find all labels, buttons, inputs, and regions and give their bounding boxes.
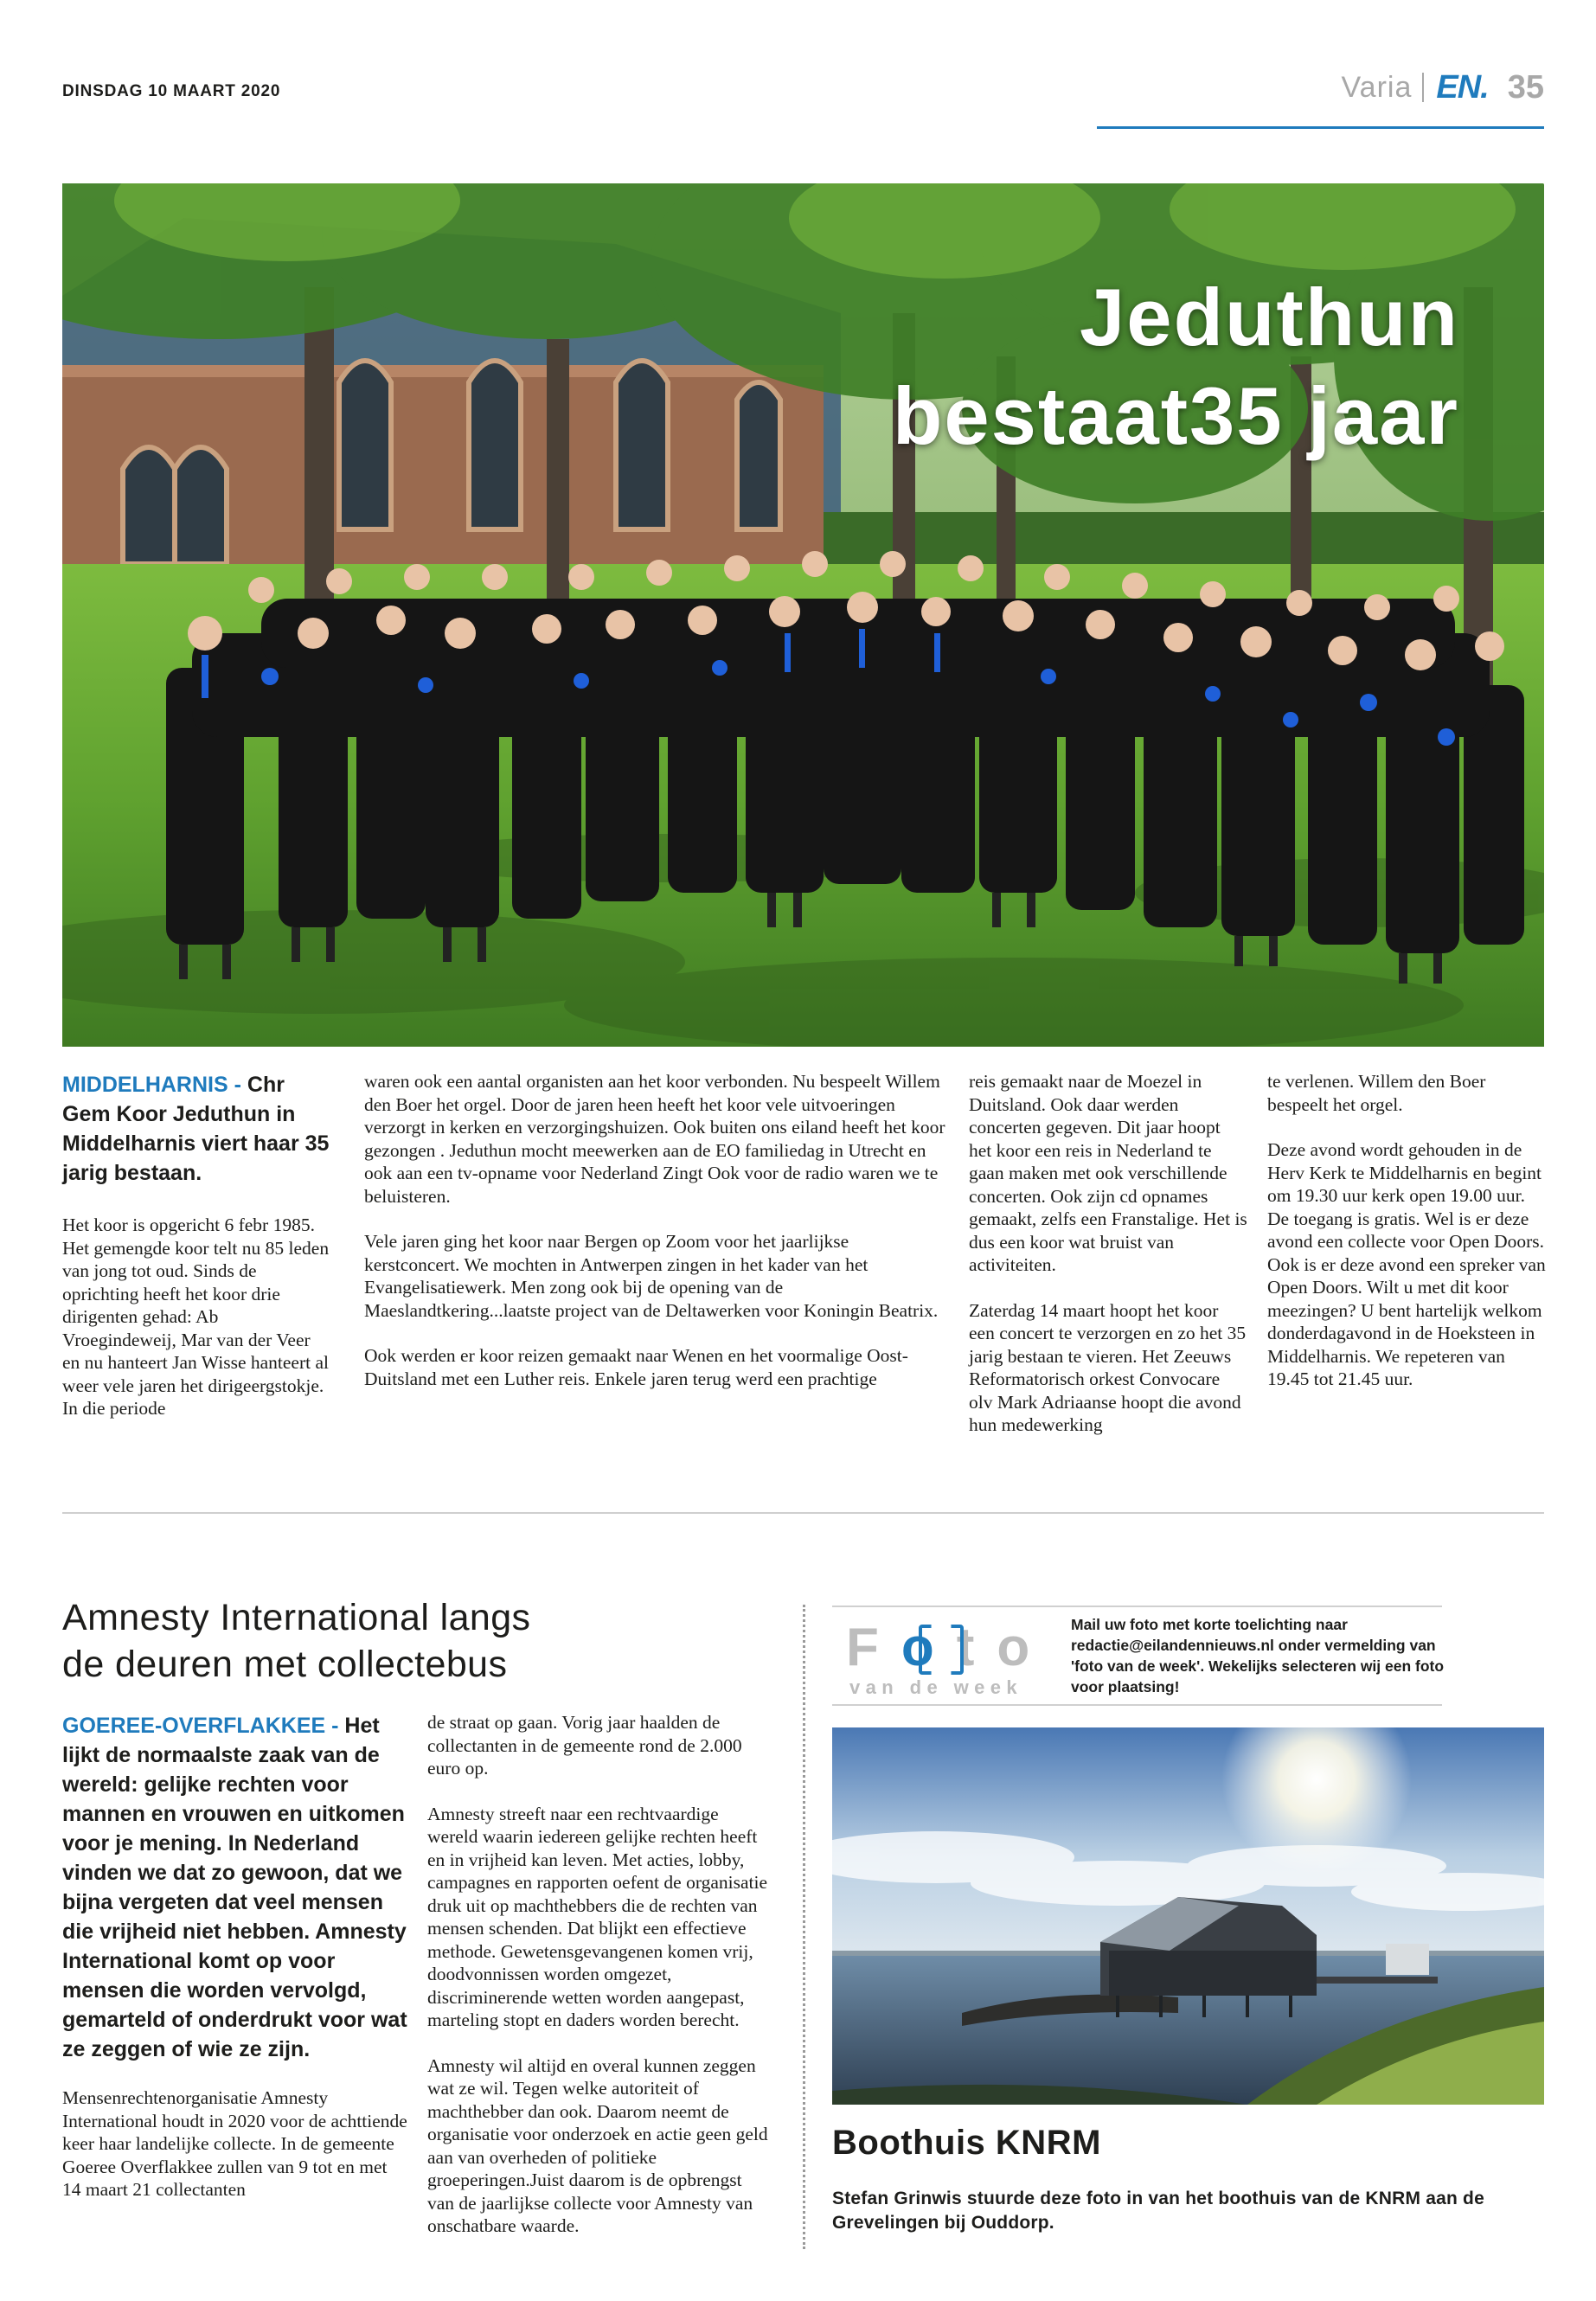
foto-box-bottom-rule: [832, 1704, 1442, 1706]
article1-paragraph: Ook werden er koor reizen gemaakt naar Wenen en het voormalige Oost-Duitsland met een Luther reis. Enkele jaren terug werd een prachtige: [364, 1345, 908, 1389]
article1-column-4: [1267, 1070, 1546, 1413]
issue-date: DINSDAG 10 MAART 2020: [62, 82, 281, 100]
article2-lead: [62, 1711, 408, 2064]
article1-column-3: [969, 1070, 1247, 1459]
article2-paragraph: Amnesty wil altijd en overal kunnen zeggen wat ze wil. Tegen welke autoriteit of machthebber dan ook. Daarom neemt de organisatie voor onderzoek en actie geen geld aan van overheden of politieke groeperingen.Juist daarom is de opbrengst van de jaarlijkse collecte voor Amnesty van onschatbare waarde.: [427, 2054, 768, 2236]
foto-logo-letter: t: [956, 1618, 997, 1677]
column-dotted-divider: [803, 1605, 805, 2249]
article-title-line-2: bestaat35 jaar: [892, 370, 1459, 461]
foto-logo-letter: o: [901, 1618, 957, 1677]
article-title-line-1: Jeduthun: [1080, 272, 1459, 362]
boathouse-photo: [832, 1727, 1544, 2105]
foto-logo-word: [846, 1619, 1052, 1676]
section-divider: [62, 1512, 1544, 1514]
article2-dateline: GOEREE-OVERFLAKKEE -: [62, 1714, 345, 1738]
foto-box-top-rule: [832, 1606, 1442, 1607]
article1-dateline: MIDDELHARNIS -: [62, 1073, 247, 1097]
article1-column-2: [364, 1070, 945, 1413]
article1-lead: [62, 1070, 332, 1188]
article1-lead-text: Chr Gem Koor Jeduthun in Middelharnis viert haar 35 jarig bestaan.: [62, 1073, 330, 1185]
newspaper-logo: EN.: [1436, 68, 1489, 106]
foto-van-de-week-logo: [846, 1619, 1061, 1697]
article1-paragraph: Het koor is opgericht 6 febr 1985. Het gemengde koor telt nu 85 leden van jong tot oud. Sinds de oprichting heeft het koor drie dirigenten gehad: Ab Vroegindeweij, Mar van der Veer en nu hanteert Jan Wisse hanteert al weer vele jaren het dirigeergstokje. In die periode: [62, 1215, 330, 1419]
article2-headline-line-2: de deuren met collectebus: [62, 1644, 508, 1685]
article1-paragraph: reis gemaakt naar de Moezel in Duitsland. Ook daar werden concerten gegeven. Dit jaar hoopt het koor een reis in Nederland te gaan maken met ook verschillende concerten. Ook zijn cd opnames gemaakt, zelfs een Franstalige. Het is dus een koor wat bruist van activiteiten.: [969, 1071, 1247, 1275]
header-rule: [1097, 126, 1544, 129]
article1-paragraph: te verlenen. Willem den Boer bespeelt het orgel.: [1267, 1071, 1486, 1115]
article2-paragraph: de straat op gaan. Vorig jaar haalden de collectanten in de gemeente rond de 2.000 euro op.: [427, 1712, 742, 1779]
article1-paragraph: Deze avond wordt gehouden in de Herv Kerk te Middelharnis en begint om 19.30 uur kerk open 19.00 uur. De toegang is gratis. Wel is er deze avond een collecte voor Open Doors. Ook is er deze avond een spreker van Open Doors. Wilt u met dit koor meezingen? U bent hartelijk welkom donderdagavond in de Hoeksteen in Middelharnis. We repeteren van 19.45 tot 21.45 uur.: [1267, 1139, 1546, 1389]
choir-group-photo: [62, 183, 1544, 1047]
article2-paragraph: Mensenrechtenorganisatie Amnesty International houdt in 2020 voor de achttiende keer haar landelijke collecte. In de gemeente Goeree Overflakkee zullen van 9 tot en met 14 maart 21 collectanten: [62, 2087, 407, 2200]
page-header-right: [1342, 66, 1545, 109]
photo-caption-text: Stefan Grinwis stuurde deze foto in van het boothuis van de KNRM aan de Grevelingen bij Ouddorp.: [832, 2189, 1484, 2233]
article2-lead-text: Het lijkt de normaalste zaak van de wereld: gelijke rechten voor mannen en vrouwen en uitkomen voor je mening. In Nederland vinden we dat zo gewoon, dat we bijna vergeten dat veel mensen die vrijheid niet hebben. Amnesty International komt op voor mensen die worden vervolgd, gemarteld of onderdrukt voor wat ze zeggen of wie ze zijn.: [62, 1714, 407, 2061]
foto-logo-subtitle: van de week: [849, 1676, 1023, 1698]
section-name: Varia: [1341, 70, 1413, 104]
article2-headline: [62, 1594, 789, 1688]
header-separator: [1422, 73, 1424, 102]
foto-logo-letter: F: [846, 1618, 901, 1677]
article2-column-1: [62, 1711, 408, 2224]
foto-logo-letter: o: [997, 1618, 1053, 1677]
article1-paragraph: Zaterdag 14 maart hoopt het koor een concert te verzorgen en zo het 35 jarig bestaan te vieren. Het Zeeuws Reformatorisch orkest Convocare olv Mark Adriaanse hoopt die avond hun medewerking: [969, 1299, 1247, 1435]
article1-paragraph: waren ook een aantal organisten aan het koor verbonden. Nu bespeelt Willem den Boer het orgel. Door de jaren heen heeft het koor vele uitvoeringen verzorgt in kerken en verzorgingshuizen. Ook buiten ons eiland heeft het koor gezongen . Jeduthun mocht meewerken aan de EO familiedag in Utrecht en ook aan een tv-opname voor Nederland Zingt Ook voor de radio waren we te beluisteren.: [364, 1071, 945, 1207]
boathouse-photo-illustration: [832, 1727, 1544, 2105]
photo-caption-title: Boothuis KNRM: [832, 2124, 1101, 2162]
article1-column-1: [62, 1070, 332, 1443]
article-title: [893, 268, 1459, 465]
foto-submission-instructions: Mail uw foto met korte toelichting naar redactie@eilandennieuws.nl onder vermelding van 'foto van de week'. Wekelijks selecteren wij een foto voor plaatsing!: [1071, 1616, 1445, 1695]
article2-paragraph: Amnesty streeft naar een rechtvaardige wereld waarin iedereen gelijke rechten heeft en in vrijheid kan leven. Met acties, lobby, campagnes en rapporten oefent de organisatie druk uit op machthebbers die de rechten van mensen schenden. Dat blijkt een effectieve methode. Gewetensgevangenen komen vrij, doodvonnissen worden omgezet, discriminerende wetten worden aangepast, marteling stopt en daders worden berecht.: [427, 1803, 768, 2030]
page-number: 35: [1507, 68, 1544, 106]
article1-paragraph: Vele jaren ging het koor naar Bergen op Zoom voor het jaarlijkse kerstconcert. We mochten in Antwerpen zingen in het kader van het Evangelisatiewerk. Men zong ook bij de opening van de Maeslandtkering...laatste project van de Deltawerken voor Koningin Beatrix.: [364, 1231, 939, 1321]
article2-column-2: [427, 1711, 773, 2260]
article2-headline-line-1: Amnesty International langs: [62, 1597, 531, 1638]
